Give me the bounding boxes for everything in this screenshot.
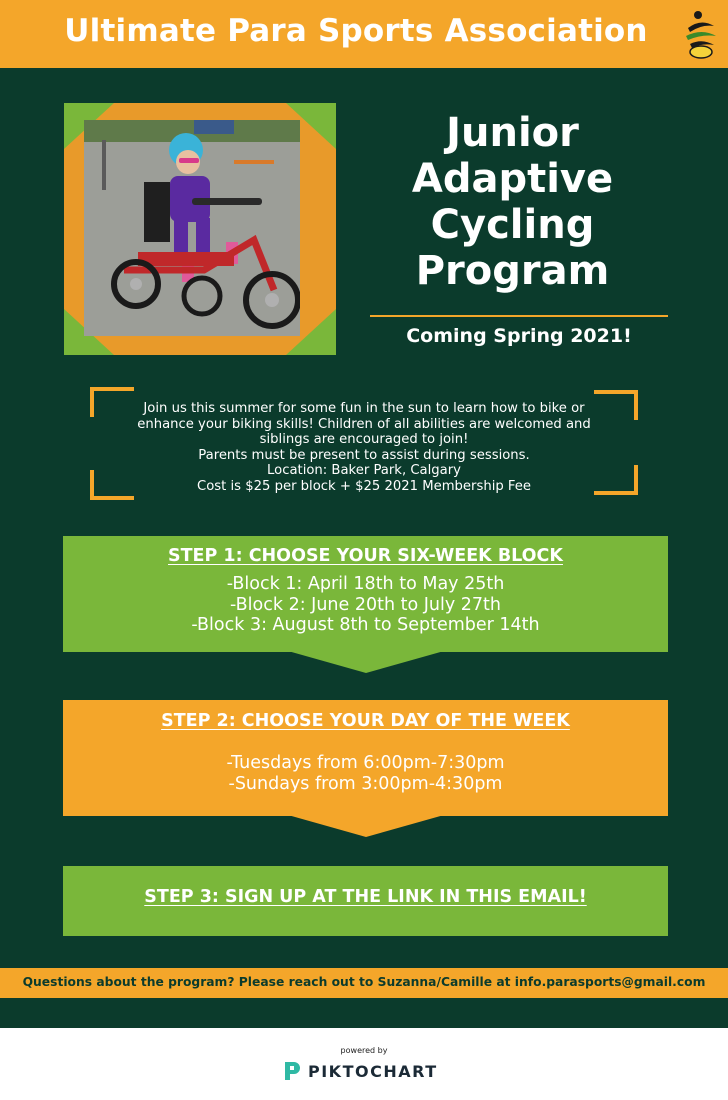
program-title-line: Cycling — [430, 202, 595, 248]
block-option: -Block 3: August 8th to September 14th — [191, 615, 540, 635]
questions-bar — [0, 968, 728, 998]
intro-line: enhance your biking skills! Children of all abilities are welcomed and — [137, 416, 591, 432]
intro-line: siblings are encouraged to join! — [259, 432, 469, 447]
intro-line: Join us this summer for some fun in the sun to learn how to bike or — [143, 401, 585, 416]
step-2-panel — [63, 700, 668, 816]
piktochart-footer — [0, 1028, 728, 1100]
step-1-body — [63, 574, 668, 636]
child-on-adaptive-tricycle-photo — [84, 120, 300, 336]
program-title-line: Junior — [446, 110, 579, 156]
step-3-panel — [63, 866, 668, 936]
questions-text: Questions about the program? Please reach out to Suzanna/Camille at info.parasports@gmail.com — [22, 975, 706, 989]
step-1-title: STEP 1: CHOOSE YOUR SIX-WEEK BLOCK — [168, 546, 563, 566]
piktochart-brand[interactable]: PIKTOCHART — [308, 1062, 438, 1081]
step-3-title: STEP 3: SIGN UP AT THE LINK IN THIS EMAIL! — [144, 887, 587, 907]
piktochart-logo-icon[interactable] — [282, 1060, 302, 1082]
step-2-body — [63, 753, 668, 794]
block-option: -Block 1: April 18th to May 25th — [226, 574, 505, 594]
program-title-line: Program — [415, 248, 610, 294]
organization-title: Ultimate Para Sports Association — [64, 13, 648, 49]
program-title-line: Adaptive — [411, 156, 614, 202]
intro-line: Location: Baker Park, Calgary — [267, 463, 461, 478]
day-option: -Tuesdays from 6:00pm-7:30pm — [226, 753, 505, 773]
powered-by-label: powered by — [340, 1046, 388, 1055]
step-2-title: STEP 2: CHOOSE YOUR DAY OF THE WEEK — [161, 711, 570, 731]
intro-text — [96, 401, 632, 494]
intro-line: Parents must be present to assist during sessions. — [198, 447, 530, 463]
title-divider — [370, 315, 668, 317]
step-arrow — [288, 815, 444, 837]
day-option: -Sundays from 3:00pm-4:30pm — [228, 773, 503, 794]
athlete-swirl-logo-icon — [682, 8, 720, 60]
program-title — [380, 110, 645, 294]
step-arrow — [288, 651, 444, 673]
coming-date: Coming Spring 2021! — [406, 325, 632, 347]
intro-line: Cost is $25 per block + $25 2021 Membership Fee — [196, 478, 532, 494]
step-1-panel — [63, 536, 668, 652]
header-banner — [0, 0, 728, 68]
block-option: -Block 2: June 20th to July 27th — [229, 594, 502, 615]
